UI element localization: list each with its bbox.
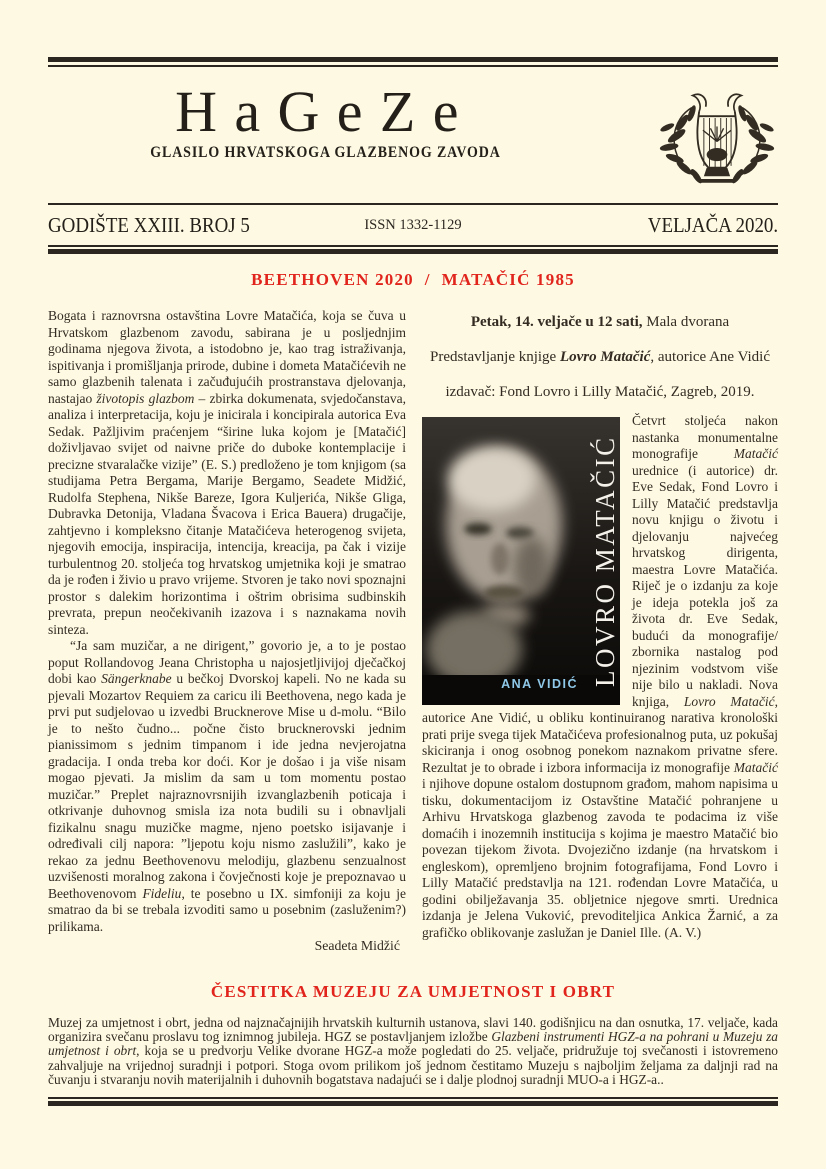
book-cover-image [422,417,620,705]
event-datetime-line: Petak, 14. veljače u 12 sati, Mala dvorana [470,314,730,330]
event-title-line: Predstavljanje knjige Lovro Matačić, autorice Ane Vidić [430,349,770,365]
article1-right-text [422,413,778,941]
masthead-title: HaGeZe [175,79,476,144]
article1-paragraph-1: Bogata i raznovrsna ostavština Lovre Matačića, koja se čuva u Hrvatskom glazbenom zavodu, sabirana je u posljednjim godinama njegova života, a istodobno je, kao trag istraživanja, ispitivanja i promišljanja prirode, dubine i dometa Matačićevih ne samo glazbenih talenata i začuđujućih prostranstava djelovanja, nastajao životopis glazbom – zbirka dokumenata, svjedočanstava, analiza i interpretacija, koju je inicirala i koncipirala autorica Eva Sedak. Pažljivim praćenjem “širine luka kojom je [Matačić] doživljavao svijet od naivne priče do duboke kontemplacije i precizne stvaralačke vizije” (E. S.) predloženo je tom knjigom (sa studijama Petra Bergama, Marije Bergamo, Seadete Midžić, Rudolfa Stephena, Nikše Bareze, Igora Kuljerića, Nikše Gliga, Dubravka Detonija, Vladana Švacova i Erica Bauera) drugačije, zahtjevno i kompleksno čitanje Matačićeva heterogenog svijeta, njegovih emocija, inspiracija, intencija, kreacija, pa čak i vizije turbulentnog 20. stoljeća tog hrvatskog umjetnika koji je smatrao da je rođen i živio u pravo vrijeme. Stvoren je tako novi spoznajni prostor s dalekim horizontima i oštrim obrisima sudbinskih prevrata, prepun neočekivanih izazova i s naznakama novih sinteza. [48,308,406,637]
newsletter-page [48,0,778,1106]
article1-right-column [422,308,778,954]
cover-vertical-title: LOVRO MATAČIĆ [590,435,620,687]
issue-edition: GODIŠTE XXIII. BROJ 5 [48,212,250,237]
bottom-rule [48,1097,778,1106]
article1-right-paragraph: Četvrt stoljeća nakon nastanka monumentalne monografije Matačić urednice (i autorice) dr. Eve Sedak, Fond Lovro i Lilly Matačić predstavlja novu knjigu o životu i djelovanju najvećeg hrvatskog dirigenta, maestra Lovre Matačića. Riječ je o izdanju za koje je ideja potekla još za života dr. Eve Sedak, budući da monografije/ zbornika nastalog pod njezinim vodstvom više nije bilo u nakladi. Nova knjiga, Lovro Matačić, autorice Ane Vidić, u obliku kontinuiranog narativa kronološki prati prije svega tijek Matačićeva profesionalnog puta, uz pokušaj skiciranja i onog osobnog ponekom naznakom privatne sfere. Rezultat je to obrade i izbora informacija iz monografije Matačić i njihove dopune ostalom dostupnom građom, mahom napisima u tisku, dokumentacijom iz Ostavštine Matačić pohranjene u Arhivu Hrvatskoga glazbenog zavoda te podacima iz više domaćih i inozemnih institucija s kojima je maestro Matačić bio povezan tijekom života. Dvojezično izdanje (na hrvatskom i engleskom), opremljeno brojnim fotografijama, Fond Lovro i Lilly Matačić predstavlja na 121. rođendan Lovre Matačića, u godini obilježavanja 35. obljetnice njegove smrti. Urednica izdanja je Jelena Vuković, prevoditeljica Ankica Žarnić, a za grafičko oblikovanje zaslužan je Daniel Ille. (A. V.) [422,413,779,940]
issue-date: VELJAČA 2020. [647,212,778,237]
article2-headline: ČESTITKA MUZEJU ZA UMJETNOST I OBRT [210,982,616,1001]
article1-body [48,308,778,954]
event-publisher-line: izdavač: Fond Lovro i Lilly Matačić, Zagreb, 2019. [445,384,755,400]
issue-bar-rule [48,245,778,254]
article2-paragraph: Muzej za umjetnost i obrt, jedna od najznačajnijih hrvatskih kulturnih ustanova, slavi 140. godišnjicu na dan osnutka, 17. veljače, kada organizira svečanu proslavu tog iznimnog jubileja. HGZ se postavljanjem izložbe Glazbeni instrumenti HGZ-a na pohrani u Muzeju za umjetnost i obrt, koja se u predvorju Velike dvorane HGZ-a može pogledati do 25. veljače, pridružuje toj svečanosti i istovremeno zahvaljuje na vrijednoj suradnji i potpori. Stoga ovom prilikom još jednom čestitamo Muzeju s najboljim željama za daljnji rad na čuvanju i stvaranju novih materijalnih i duhovnih bogatstava nadajući se i dalje plodnoj suradnji MUO-a i HGZ-a.. [48,1015,778,1087]
article1-left-column [48,308,406,954]
cover-author-name: ANA VIDIĆ [501,676,578,691]
masthead-subtitle: GLASILO HRVATSKOGA GLAZBENOG ZAVODA [150,144,501,161]
lyre-laurel-icon [656,85,778,197]
article1-headline: BEETHOVEN 2020 / MATAČIĆ 1985 [251,270,575,289]
article1-signature: Seadeta Midžić [314,938,400,953]
masthead [48,79,778,203]
article1-paragraph-2: “Ja sam muzičar, a ne dirigent,” govorio je, a to je postao poput Rollandovog Jeana Christopha u najosjetljivijoj dječačkoj dobi kao Sängerknabe u bečkoj Dvorskoj kapeli. No ne kada su pjevali Mozartov Requiem za caricu ili Beethovena, nego kada je prvi put sudjelovao u izvedbi Brucknerove Mise u d-molu. “Bilo je to nešto čudno... počne čisto brucknerovski jednim pianissimom s jednim timpanom i ide jedna nevjerojatna gradacija. I onda treba kor doći. Kor je došao i ja više nisam mogao pjevati. Ja mislim da sam u tom momentu postao muzičar.” Preplet najraznovrsnijih izvanglazbenih poticaja i otkrivanje duhovnog smisla iza nota budili su i obnavljali fizikalnu snagu muzičke magme, njeno poetsko isijavanje i određivali cilj napora: ”ljepotu koju nismo zaslužili”, kako je rekao za jednu Beethovenovu melodiju, glazbenu senzualnost uzvišenosti moralnog zakona i čovječnosti koje je prepoznavao u Beethovenovom Fideliu, te posebno u IX. simfoniji za koju je smatrao da bi se trebala izvoditi samo u posebnim (zasluženim?) prilikama. [48,638,407,934]
issue-bar [48,205,778,245]
issue-issn: ISSN 1332-1129 [364,216,462,233]
top-rule [48,57,778,67]
